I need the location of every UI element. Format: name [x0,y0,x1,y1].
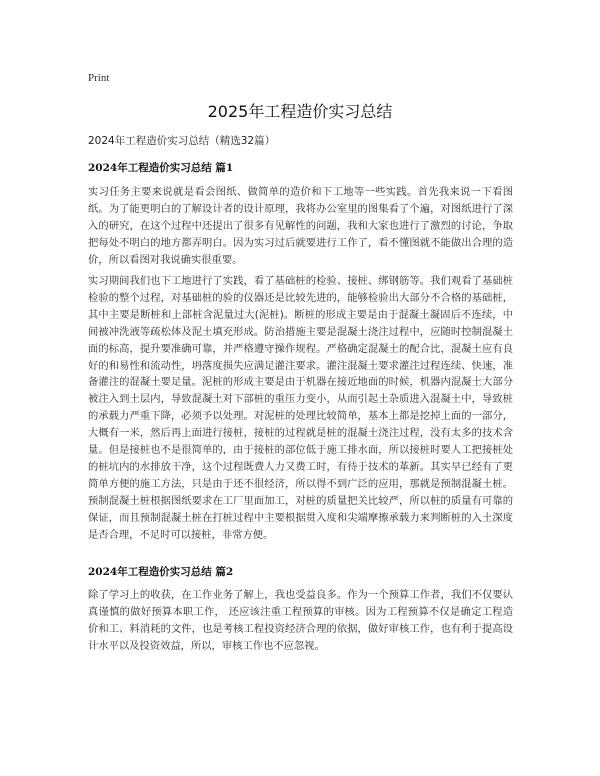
document-subtitle: 2024年工程造价实习总结（精选32篇） [88,135,276,147]
section-heading-2: 2024年工程造价实习总结 篇2 [88,566,234,578]
print-link[interactable]: Print [88,72,110,84]
section-1-paragraph-1: 实习任务主要来说就是看会图纸、做简单的造价和下工地等一些实践。首先我来说一下看图纸。为了能更明白的了解设计者的设计原理，我将办公室里的图集看了个遍，对图纸进行了深入的研究，在这个过程中还提出了很多有见解性的问题，我和大家也进行了激烈的讨论，争取把每处不明白的地方都弄明白。因为实习过后就要进行工作了，看不懂图就不能做出合理的造价，所以看图对我说确实很重要。 [88,186,513,266]
section-1-paragraph-2: 实习期间我们也下工地进行了实践，看了基础桩的检验、接桩、绑钢筋等。我们观看了基础桩检验的整个过程，对基础桩的验的仪器还是比较先进的，能够检验出大部分不合格的基础桩，其中主要是断桩和上部桩含泥量过大(泥桩)。断桩的形成主要是由于混凝土凝固后不连续，中间被冲洗液等疏松体及泥土填充形成。防治措施主要是混凝土浇注过程中，应随时控制混凝土面的标高，提升要准确可靠，并严格遵守操作规程。严格确定混凝土的配合比，混凝土应有良好的和易性和流动性，坍落度损失应满足灌注要求。灌注混凝土要求灌注过程连续、快速，准备灌注的混凝土要足量。泥桩的形成主要是由于机器在接近地面的时候，机器内混凝土大部分被注入到土层内，导致混凝土对下部桩的重压力变小，从而引起土杂质进入混凝土中，导致桩的承载力严重下降，必须予以处理。对泥桩的处理比较简单，基本上都是挖掉上面的一部分，大概有一米，然后再上面进行接桩，接桩的过程就是桩的混凝土浇注过程，没有太多的技术含量。但是接桩也不是很简单的，由于接桩的部位低于施工排水面，所以接桩时要人工把接桩处的桩坑内的水排放干净，这个过程既费人力又费工时，有待于技术的革新。其实早已经有了更简单方便的施工方法，只是由于还不很经济，所以得不到广泛的应用，那就是预制混凝土桩。预制混凝土桩根据图纸要求在工厂里面加工，对桩的质量把关比较严，所以桩的质量有可靠的保证，而且预制混凝土桩在打桩过程中主要根据贯入度和尖端摩擦承载力来判断桩的入土深度是否合理，不足时可以接桩，非常方便。 [88,275,513,541]
page-title: 2025年工程造价实习总结 [207,102,393,121]
section-heading-1: 2024年工程造价实习总结 篇1 [88,162,234,174]
section-2-paragraph-1: 除了学习上的收获，在工作业务了解上，我也受益良多。作为一个预算工作者，我们不仅要认真谨慎的做好预算本职工作， 还应该注重工程预算的审核。因为工程预算不仅是确定工程造价和工、料消耗的文件，也是考核工程投资经济合理的依据，做好审核工作，也有利于提高设计水平以及投资效益，所以，审核工作也不应忽视。 [88,589,513,652]
